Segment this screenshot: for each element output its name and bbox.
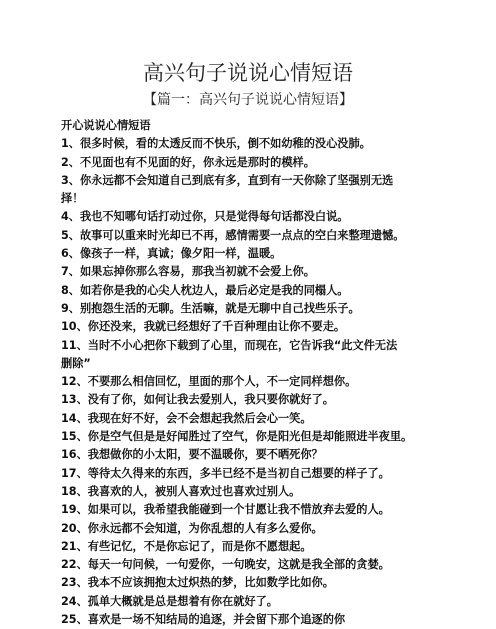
phrase-line: 18、我喜欢的人，被别人喜欢过也喜欢过别人。: [61, 484, 301, 498]
phrase-line: 6、像孩子一样，真诚；像夕阳一样，温暖。: [61, 247, 282, 261]
phrase-line: 19、如果可以，我希望我能碰到一个甘愿让我不惜放弃去爱的人。: [61, 503, 390, 517]
phrase-line: 24、孤单大概就是总是想着有你在就好了。: [61, 594, 278, 608]
phrase-line: 1、很多时候，看的太透反而不快乐，倒不如幼稚的没心没肺。: [61, 137, 371, 151]
phrase-line: 15、你是空气但是是好闻胜过了空气，你是阳光但是却能照进半夜里。: [61, 430, 413, 444]
document-subtitle: 【篇一：高兴句子说说心情短语】: [143, 92, 353, 108]
section-heading: 开心说说心情短语: [61, 119, 151, 132]
document-body: [61, 117, 447, 629]
phrase-line: 11、当时不小心把你下载到了心里，而现在，它告诉我“此文件无法: [61, 338, 398, 352]
phrase-line: 2、不见面也有不见面的好，你永远是那时的模样。: [61, 155, 315, 169]
phrase-line: 7、如果忘掉你那么容易，那我当初就不会爱上你。: [61, 265, 315, 279]
phrase-line: 17、等待太久得来的东西，多半已经不是当初自己想要的样子了。: [61, 466, 390, 480]
phrase-line: 5、故事可以重来时光却已不再，感情需要一点点的空白来整理遗憾。: [61, 228, 405, 242]
document-title: 高兴句子说说心情短语: [143, 61, 353, 85]
phrase-line: 删除”: [61, 356, 91, 370]
phrase-line: 20、你永远都不会知道，为你乱想的人有多么爱你。: [61, 521, 323, 535]
phrase-line: 9、别抱怨生活的无聊。生活嘛，就是无聊中自己找些乐子。: [61, 301, 360, 315]
phrase-line: 23、我本不应该拥抱太过炽热的梦，比如数学比如你。: [61, 576, 334, 590]
phrase-line: 3、你永远都不会知道自己到底有多，直到有一天你除了坚强别无选: [61, 173, 394, 187]
phrase-line: 14、我现在好不好，会不会想起我然后会心一笑。: [61, 411, 312, 425]
phrase-line: 22、每天一句问候，一句爱你，一句晚安，这就是我全部的贪婪。: [61, 558, 390, 572]
phrase-line: 择！: [61, 192, 84, 206]
phrase-line: 13、没有了你，如何让我去爱别人，我只要你就好了。: [61, 393, 334, 407]
phrase-line: 12、不要那么相信回忆，里面的那个人，不一定同样想你。: [61, 375, 357, 389]
phrase-list: [61, 135, 447, 629]
phrase-line: 21、有些记忆，不是你忘记了，而是你不愿想起。: [61, 539, 312, 553]
phrase-line: 8、如若你是我的心尖人枕边人，最后必定是我的同榻人。: [61, 283, 349, 297]
phrase-line: 25、喜欢是一场不知结局的追逐，并会留下那个追逐的你: [61, 613, 346, 627]
phrase-line: 10、你还没来，我就已经想好了千百种理由让你不要走。: [61, 320, 346, 334]
phrase-line: 16、我想做你的小太阳，要不温暖你，要不晒死你？: [61, 448, 323, 462]
phrase-line: 4、我也不知哪句话打动过你，只是觉得每句话都没白说。: [61, 210, 349, 224]
